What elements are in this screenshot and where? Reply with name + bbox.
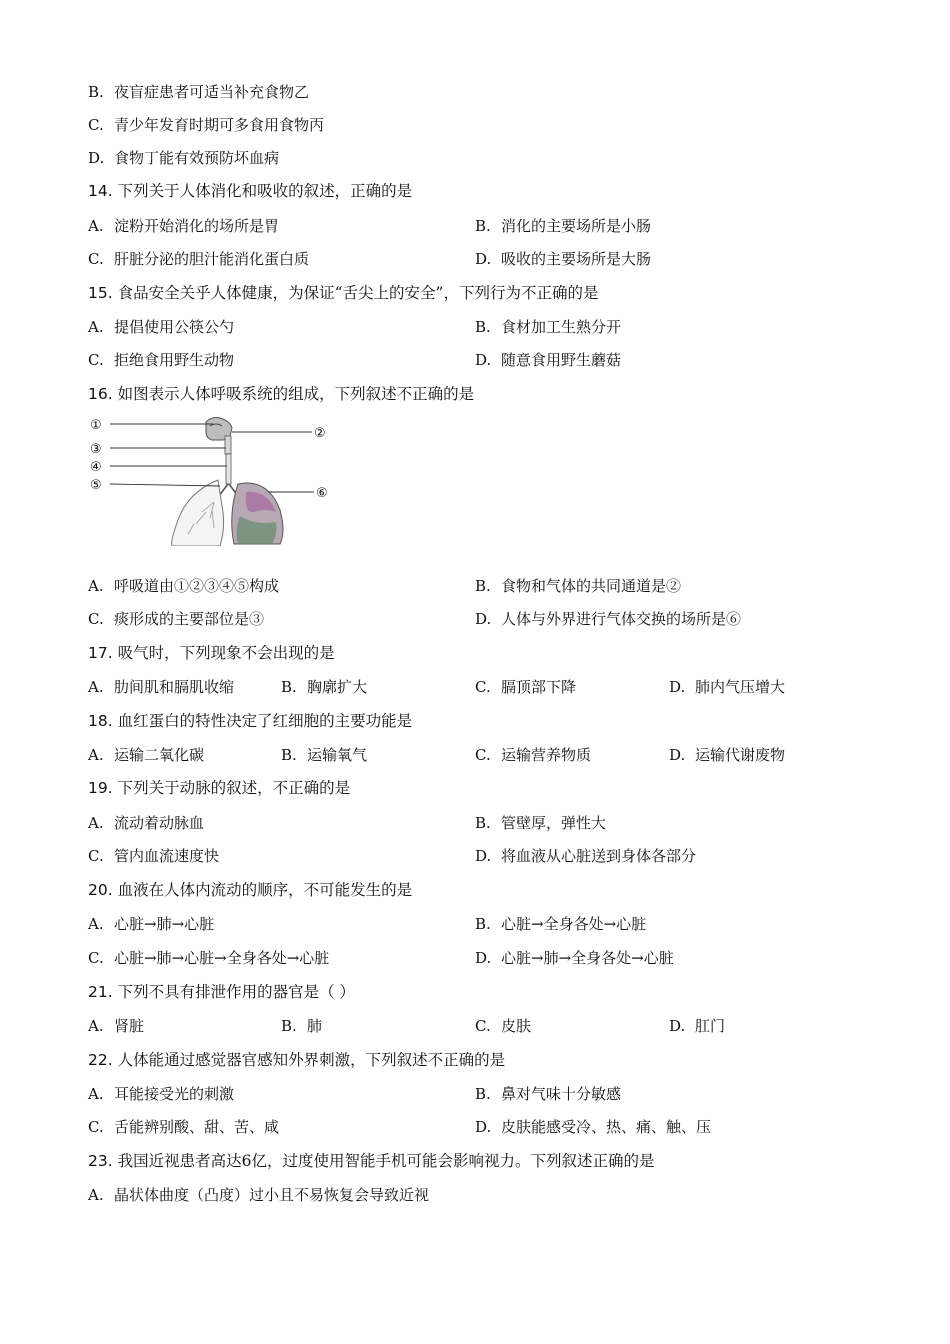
q15-option-d: D. 随意食用野生蘑菇 xyxy=(475,351,622,369)
q19-option-b: B. 管壁厚，弹性大 xyxy=(475,814,607,832)
q20-option-d: D. 心脏→肺→全身各处→心脏 xyxy=(475,949,674,967)
q14-option-d: D. 吸收的主要场所是大肠 xyxy=(475,250,652,268)
q22-option-c: C. 舌能辨别酸、甜、苦、咸 xyxy=(88,1118,280,1136)
respiratory-system-figure xyxy=(88,412,338,546)
q23-option-a: A. 晶状体曲度（凸度）过小且不易恢复会导致近视 xyxy=(88,1186,430,1204)
q18-option-c: C. 运输营养物质 xyxy=(475,746,592,764)
q17-option-c: C. 膈顶部下降 xyxy=(475,678,577,696)
q21-option-b: B. 肺 xyxy=(281,1017,323,1035)
q21-option-c: C. 皮肤 xyxy=(475,1017,532,1035)
q14-option-a: A. 淀粉开始消化的场所是胃 xyxy=(88,217,280,235)
q21-stem: 21. 下列不具有排泄作用的器官是（ ） xyxy=(88,983,356,1001)
figure-label-3: ③ xyxy=(90,442,102,457)
q20-option-a: A. 心脏→肺→心脏 xyxy=(88,915,215,933)
q16-stem: 16. 如图表示人体呼吸系统的组成，下列叙述不正确的是 xyxy=(88,385,475,403)
q17-option-a: A. 肋间肌和膈肌收缩 xyxy=(88,678,235,696)
q20-option-c: C. 心脏→肺→心脏→全身各处→心脏 xyxy=(88,949,330,967)
q22-option-b: B. 鼻对气味十分敏感 xyxy=(475,1085,622,1103)
q22-stem: 22. 人体能通过感觉器官感知外界刺激，下列叙述不正确的是 xyxy=(88,1051,506,1069)
figure-label-5: ⑤ xyxy=(90,478,102,493)
q17-option-d: D. 肺内气压增大 xyxy=(669,678,786,696)
q20-option-b: B. 心脏→全身各处→心脏 xyxy=(475,915,647,933)
q14-option-c: C. 肝脏分泌的胆汁能消化蛋白质 xyxy=(88,250,310,268)
q20-stem: 20. 血液在人体内流动的顺序，不可能发生的是 xyxy=(88,881,413,899)
q19-option-a: A. 流动着动脉血 xyxy=(88,814,205,832)
q17-option-b: B. 胸廓扩大 xyxy=(281,678,368,696)
figure-label-4: ④ xyxy=(90,460,102,475)
q19-option-c: C. 管内血流速度快 xyxy=(88,847,220,865)
q22-option-d: D. 皮肤能感受冷、热、痛、触、压 xyxy=(475,1118,712,1136)
figure-label-6: ⑥ xyxy=(316,486,328,501)
figure-label-2: ② xyxy=(314,426,326,441)
q16-option-c: C. 痰形成的主要部位是③ xyxy=(88,610,265,628)
q15-stem: 15. 食品安全关乎人体健康，为保证“舌尖上的安全”，下列行为不正确的是 xyxy=(88,284,599,302)
q13-option-b: B. 夜盲症患者可适当补充食物乙 xyxy=(88,83,310,101)
q19-stem: 19. 下列关于动脉的叙述，不正确的是 xyxy=(88,779,351,797)
q21-option-d: D. 肛门 xyxy=(669,1017,726,1035)
q17-stem: 17. 吸气时，下列现象不会出现的是 xyxy=(88,644,335,662)
q21-option-a: A. 肾脏 xyxy=(88,1017,145,1035)
q18-option-d: D. 运输代谢废物 xyxy=(669,746,786,764)
q14-option-b: B. 消化的主要场所是小肠 xyxy=(475,217,652,235)
q16-option-b: B. 食物和气体的共同通道是② xyxy=(475,577,682,595)
q23-stem: 23. 我国近视患者高达6亿，过度使用智能手机可能会影响视力。下列叙述正确的是 xyxy=(88,1152,655,1170)
q18-option-a: A. 运输二氧化碳 xyxy=(88,746,205,764)
q13-option-d: D. 食物丁能有效预防坏血病 xyxy=(88,149,280,167)
q22-option-a: A. 耳能接受光的刺激 xyxy=(88,1085,235,1103)
q15-option-c: C. 拒绝食用野生动物 xyxy=(88,351,235,369)
q15-option-a: A. 提倡使用公筷公勺 xyxy=(88,318,235,336)
q16-option-a: A. 呼吸道由①②③④⑤构成 xyxy=(88,577,280,595)
q14-stem: 14. 下列关于人体消化和吸收的叙述，正确的是 xyxy=(88,182,413,200)
q16-option-d: D. 人体与外界进行气体交换的场所是⑥ xyxy=(475,610,742,628)
q15-option-b: B. 食材加工生熟分开 xyxy=(475,318,622,336)
figure-label-1: ① xyxy=(90,418,102,433)
q18-stem: 18. 血红蛋白的特性决定了红细胞的主要功能是 xyxy=(88,712,413,730)
q13-option-c: C. 青少年发育时期可多食用食物丙 xyxy=(88,116,325,134)
q18-option-b: B. 运输氧气 xyxy=(281,746,368,764)
q19-option-d: D. 将血液从心脏送到身体各部分 xyxy=(475,847,697,865)
